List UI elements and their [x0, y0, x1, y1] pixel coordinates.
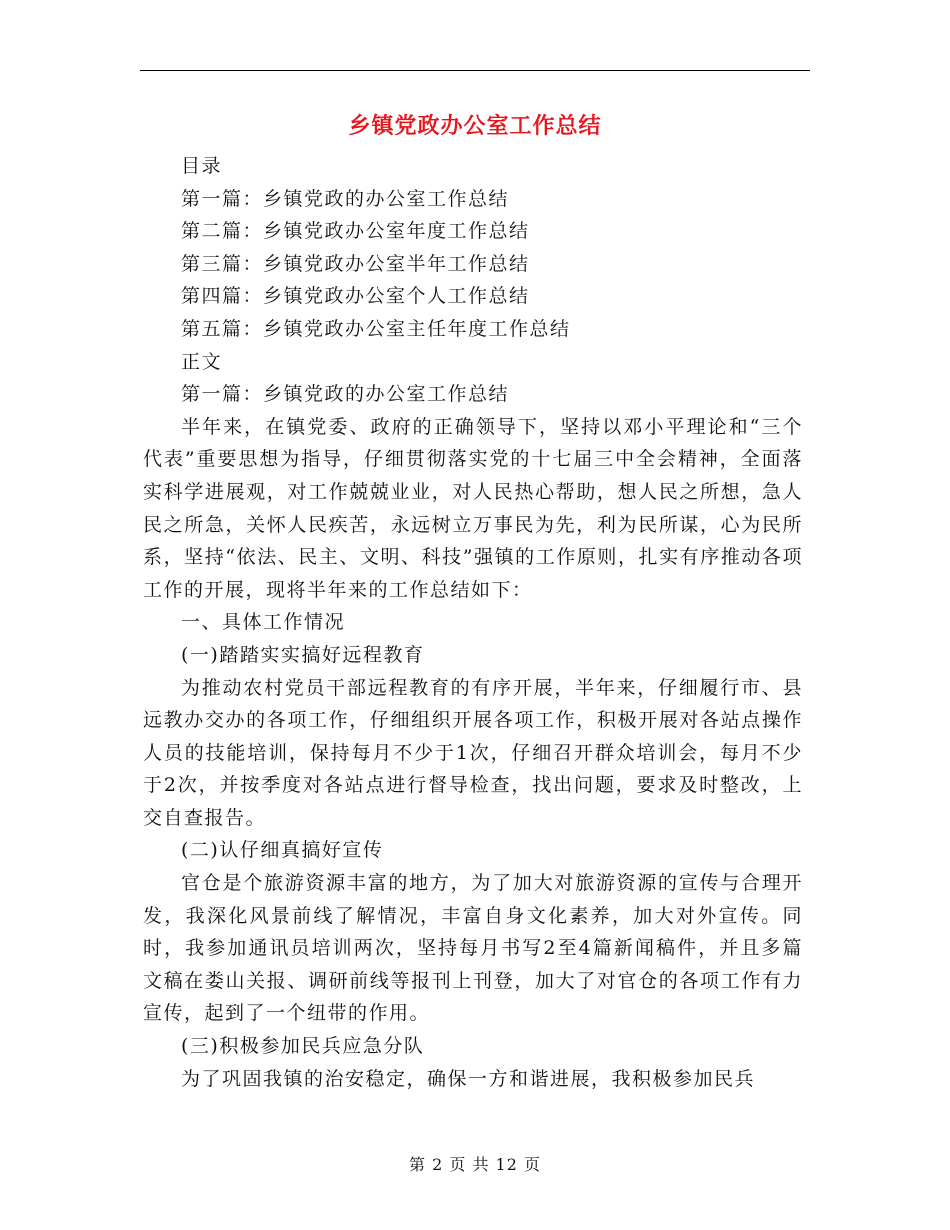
toc-item-3: 第三篇：乡镇党政办公室半年工作总结 [181, 252, 530, 275]
section-heading: 一、具体工作情况 [181, 611, 346, 634]
body-paragraph: 为了巩固我镇的治安稳定，确保一方和谐进展，我积极参加民兵 [181, 1067, 756, 1090]
body-heading: 正文 [181, 350, 223, 373]
toc-heading: 目录 [181, 155, 223, 177]
body-paragraph: 半年来，在镇党委、政府的正确领导下，坚持以邓小平理论和“三个代表”重要思想为指导，仔细贯彻落实党的十七届三中全会精神，全面落实科学进展观，对工作兢兢业业，对人民热心帮助，想人民之所想，急人民之所急，关怀人民疾苦，永远树立万事民为先，利为民所谋，心为民所系，坚持“依法、民主、文明、科技”强镇的工作原则，扎实有序推动各项工作的开展，现将半年来的工作总结如下： [143, 415, 803, 601]
header-rule [140, 70, 810, 71]
toc-item-5: 第五篇：乡镇党政办公室主任年度工作总结 [181, 317, 571, 340]
subsection-heading: (二)认仔细真搞好宣传 [181, 839, 384, 862]
toc-item-2: 第二篇：乡镇党政办公室年度工作总结 [181, 220, 530, 243]
toc-item-4: 第四篇：乡镇党政办公室个人工作总结 [181, 285, 530, 308]
document-title: 乡镇党政办公室工作总结 [348, 113, 602, 139]
document-body [143, 150, 803, 1095]
body-paragraph: 官仓是个旅游资源丰富的地方，为了加大对旅游资源的宣传与合理开发，我深化风景前线了解情况，丰富自身文化素养，加大对外宣传。同时，我参加通讯员培训两次，坚持每月书写2至4篇新闻稿件，并且多篇文稿在娄山关报、调研前线等报刊上刊登，加大了对官仓的各项工作有力宣传，起到了一个纽带的作用。 [143, 872, 803, 1025]
subsection-heading: (一)踏踏实实搞好远程教育 [181, 643, 425, 666]
chapter-heading: 第一篇：乡镇党政的办公室工作总结 [181, 383, 510, 406]
toc-item-1: 第一篇：乡镇党政的办公室工作总结 [181, 187, 510, 210]
body-paragraph: 为推动农村党员干部远程教育的有序开展，半年来，仔细履行市、县远教办交办的各项工作，仔细组织开展各项工作，积极开展对各站点操作人员的技能培训，保持每月不少于1次，仔细召开群众培训会，每月不少于2次，并按季度对各站点进行督导检查，找出问题，要求及时整改，上交自查报告。 [143, 676, 803, 829]
page-footer: 第 2 页 共 12 页 [409, 1155, 541, 1174]
subsection-heading: (三)积极参加民兵应急分队 [181, 1035, 425, 1058]
